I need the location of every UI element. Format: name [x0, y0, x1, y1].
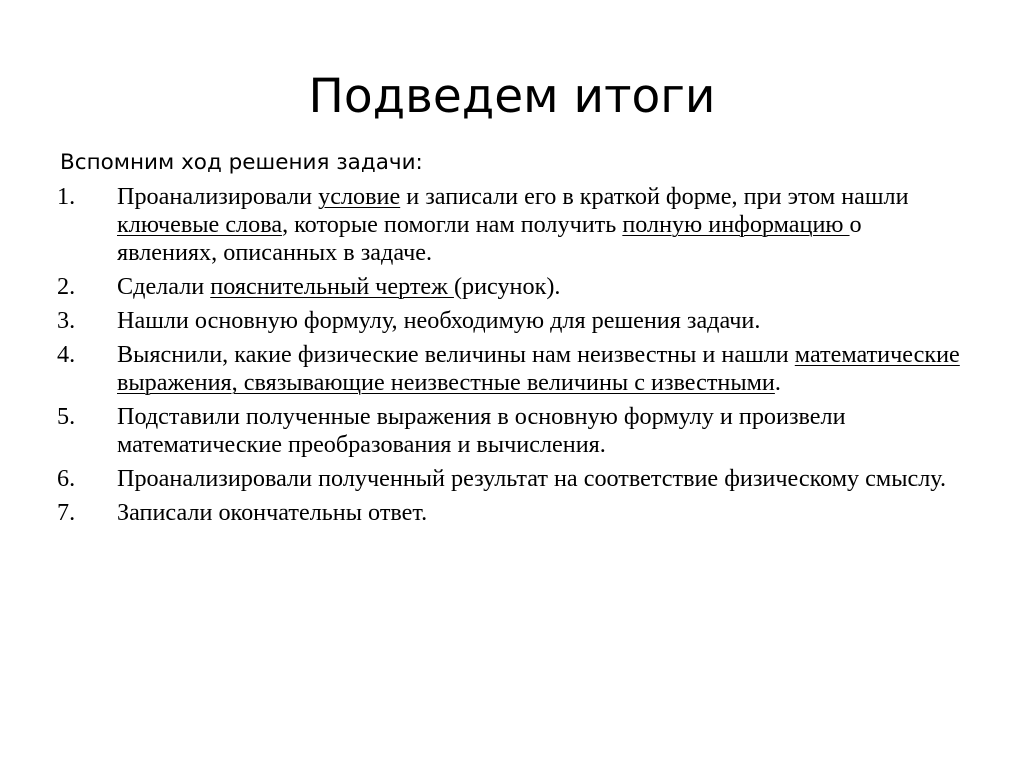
slide-subtitle: Вспомним ход решения задачи: [60, 150, 423, 175]
text-fragment: Проанализировали [117, 183, 319, 210]
text-fragment: Проанализировали полученный результат на соответствие физическому смыслу. [117, 465, 946, 492]
underlined-phrase: математические выражения, связывающие неизвестные величины с известными [117, 341, 960, 396]
underlined-phrase: полную информацию [622, 211, 850, 238]
underlined-phrase: условие [318, 183, 401, 210]
list-item-text [117, 307, 760, 334]
list-item-text [117, 273, 560, 300]
list-item-number: 1. [57, 183, 76, 210]
list-item-text [117, 341, 960, 396]
text-fragment: Сделали [117, 273, 211, 300]
list-item [57, 307, 967, 335]
underlined-phrase: ключевые слова [117, 211, 283, 238]
text-fragment: , которые помогли нам получить [282, 211, 623, 238]
list-item-number: 7. [57, 499, 76, 526]
list-item-text [117, 183, 909, 266]
text-fragment: Записали окончательны ответ. [117, 499, 428, 526]
list-item [57, 183, 967, 267]
list-item-number: 2. [57, 273, 76, 300]
list-item-text [117, 403, 846, 458]
text-fragment: . [774, 369, 781, 396]
list-item-number: 4. [57, 341, 76, 368]
text-fragment: и записали его в краткой форме, при этом нашли [400, 183, 909, 210]
underlined-phrase: пояснительный чертеж [210, 273, 454, 300]
text-fragment: (рисунок). [453, 273, 561, 300]
steps-list [57, 183, 967, 533]
list-item-number: 3. [57, 307, 76, 334]
list-item [57, 499, 967, 527]
list-item [57, 341, 967, 397]
list-item-number: 6. [57, 465, 76, 492]
slide-title: Подведем итоги [308, 69, 716, 124]
list-item-text [117, 465, 946, 492]
list-item [57, 465, 967, 493]
list-item-number: 5. [57, 403, 76, 430]
list-item-text [117, 499, 427, 526]
text-fragment: Выяснили, какие физические величины нам неизвестны и нашли [117, 341, 795, 368]
list-item [57, 403, 967, 459]
text-fragment: Нашли основную формулу, необходимую для решения задачи. [117, 307, 761, 334]
text-fragment: о явлениях, описанных в задаче. [117, 211, 862, 266]
text-fragment: Подставили полученные выражения в основную формулу и произвели математические преобразования и вычисления. [117, 403, 846, 458]
list-item [57, 273, 967, 301]
